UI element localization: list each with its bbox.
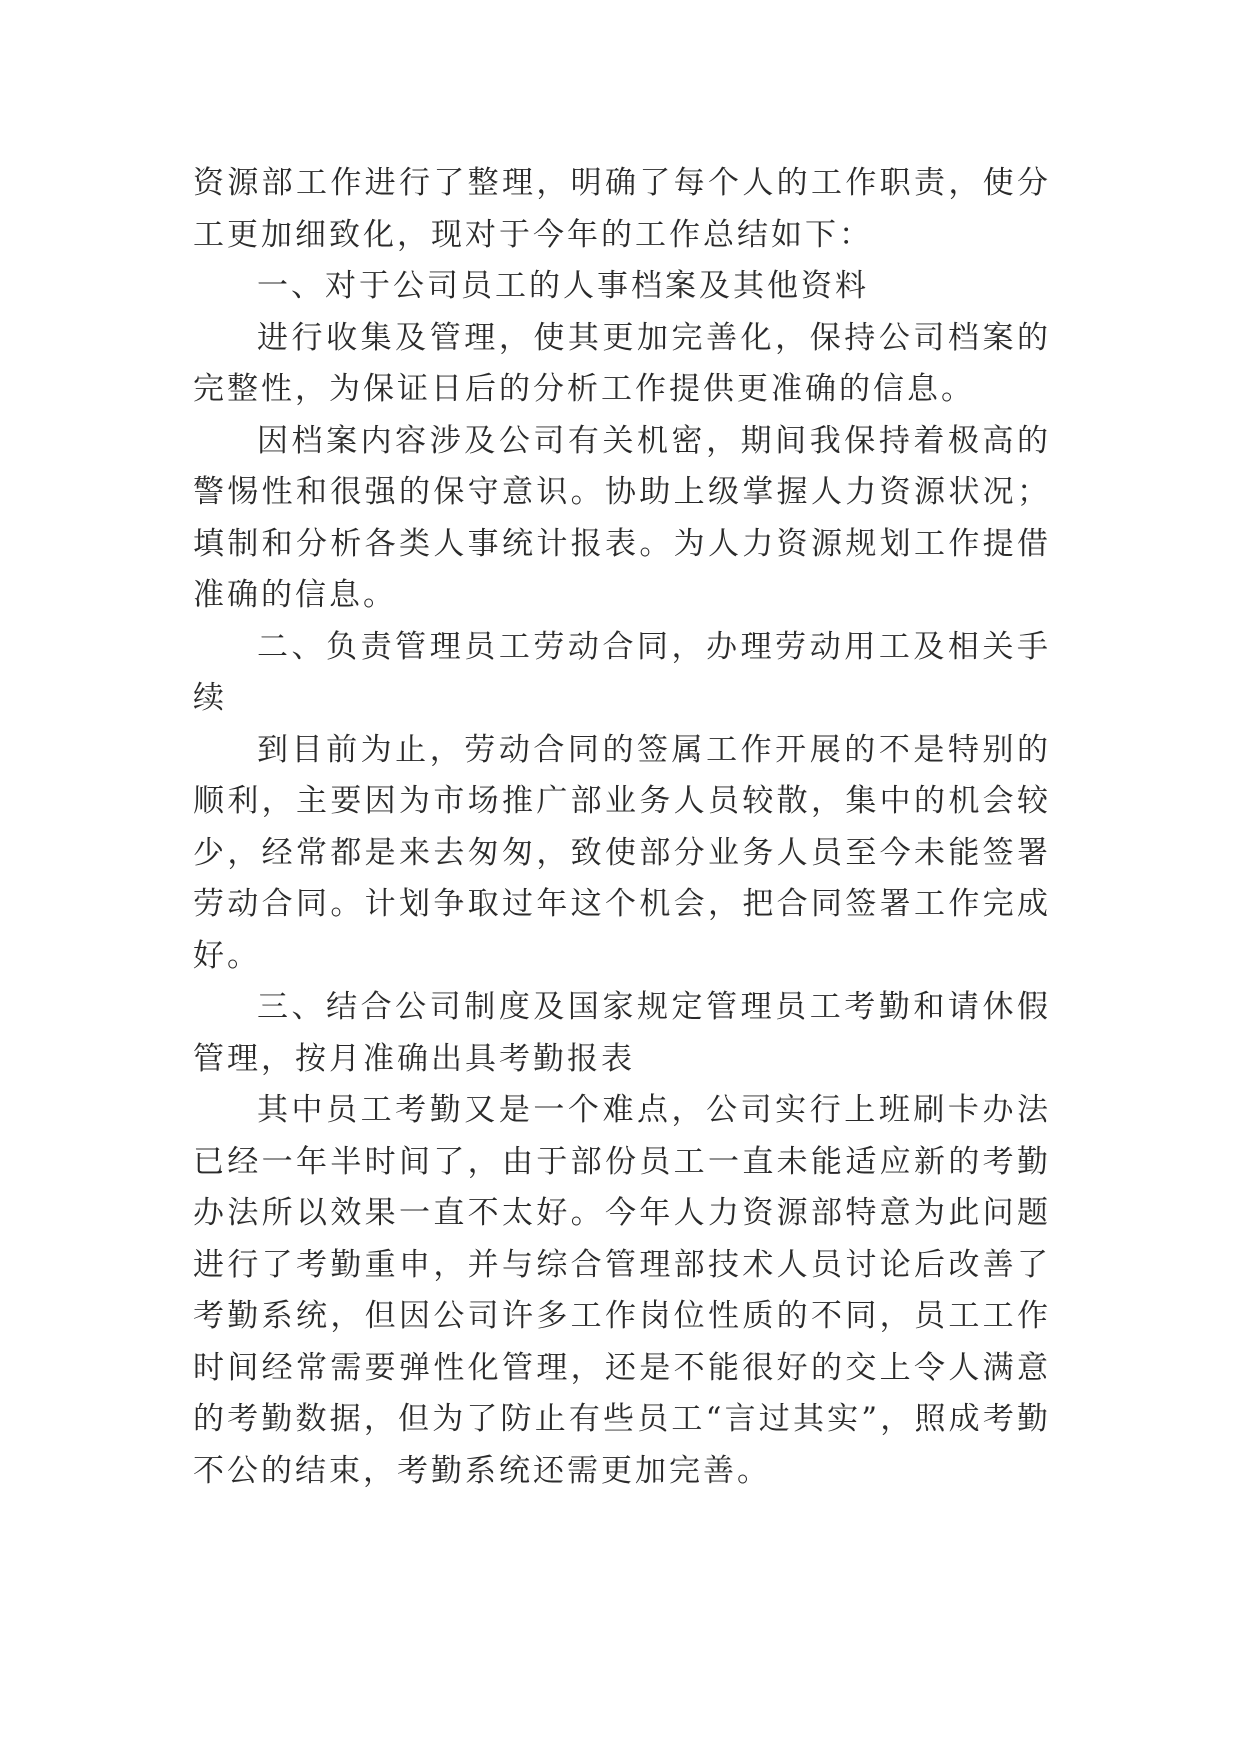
document-body: [193, 158, 1051, 1497]
paragraph-attendance-issues: 其中员工考勤又是一个难点，公司实行上班刷卡办法已经一年半时间了，由于部份员工一直未能适应新的考勤办法所以效果一直不太好。今年人力资源部特意为此问题进行了考勤重申，并与综合管理部技术人员讨论后改善了考勤系统，但因公司许多工作岗位性质的不同，员工工作时间经常需要弹性化管理，还是不能很好的交上令人满意的考勤数据，但为了防止有些员工“言过其实”，照成考勤不公的结束，考勤系统还需更加完善。: [193, 1092, 1051, 1489]
section-heading-personnel-files: 一、对于公司员工的人事档案及其他资料: [257, 268, 869, 304]
section-heading-attendance: 三、结合公司制度及国家规定管理员工考勤和请休假管理，按月准确出具考勤报表: [193, 989, 1051, 1077]
paragraph-confidentiality: 因档案内容涉及公司有关机密，期间我保持着极高的警惕性和很强的保守意识。协助上级掌握人力资源状况；填制和分析各类人事统计报表。为人力资源规划工作提借准确的信息。: [193, 422, 1051, 613]
section-heading-labor-contracts: 二、负责管理员工劳动合同，办理劳动用工及相关手续: [193, 628, 1051, 716]
paragraph-contract-progress: 到目前为止，劳动合同的签属工作开展的不是特别的顺利，主要因为市场推广部业务人员较散，集中的机会较少，经常都是来去匆匆，致使部分业务人员至今未能签署劳动合同。计划争取过年这个机会，把合同签署工作完成好。: [193, 731, 1051, 974]
paragraph-intro-continuation: 资源部工作进行了整理，明确了每个人的工作职责，使分工更加细致化，现对于今年的工作总结如下：: [193, 165, 1051, 253]
paragraph-file-management: 进行收集及管理，使其更加完善化，保持公司档案的完整性，为保证日后的分析工作提供更准确的信息。: [193, 319, 1051, 407]
